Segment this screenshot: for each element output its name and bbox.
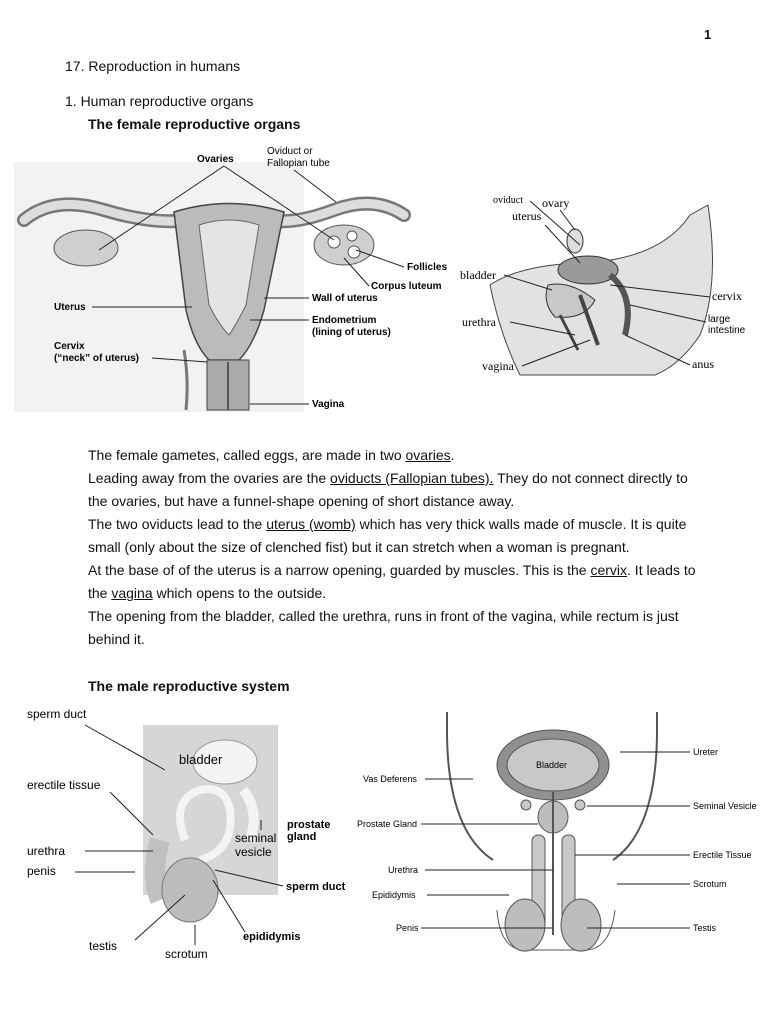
female-heading: The female reproductive organs [88,116,301,132]
paragraph-2: Leading away from the ovaries are the oviducts (Fallopian tubes). They do not connect directly to the ovaries, but have a funnel-shape opening of short distance away. [88,470,688,509]
paragraph-5: The opening from the bladder, called the urethra, runs in front of the vagina, while rectum is just behind it. [88,608,679,647]
label-oviduct-1: Oviduct or [267,146,313,157]
label-epididymis-front: Epididymis [372,890,416,900]
label-vagina: Vagina [312,399,345,410]
label-bladder-male: bladder [179,752,223,767]
label-large-2: intestine [708,325,746,336]
label-anus: anus [692,357,714,371]
label-ureter: Ureter [693,747,719,757]
label-bladder-side: bladder [460,268,496,282]
label-seminal-vesicle: Seminal Vesicle [693,801,757,811]
label-prostate-2: gland [287,831,317,843]
label-testis-front: Testis [693,923,717,933]
label-sperm-duct: sperm duct [27,707,87,721]
label-erectile: erectile tissue [27,778,101,792]
chapter-title: 17. Reproduction in humans [65,58,241,74]
label-penis-front: Penis [396,923,419,933]
label-prostate-1: prostate [287,819,331,831]
label-ovaries: Ovaries [197,154,234,165]
label-urethra-male: urethra [27,844,66,858]
female-side-view-diagram [460,185,760,380]
label-large-1: large [708,314,731,325]
male-heading: The male reproductive system [88,678,290,694]
label-testis-male: testis [89,939,118,953]
paragraph-4: At the base of of the uterus is a narrow opening, guarded by muscles. This is the cervix. It leads to the vagina which opens to the outside. [88,562,696,601]
label-corpus-luteum: Corpus luteum [371,281,442,292]
label-ovary: ovary [542,196,570,210]
label-bladder-front: Bladder [536,760,568,770]
label-vas-deferens: Vas Deferens [363,774,417,784]
label-erectile-tissue: Erectile Tissue [693,850,752,860]
label-urethra-front: Urethra [388,865,419,875]
label-uterus-side: uterus [512,209,542,223]
label-scrotum-male: scrotum [165,947,208,961]
label-cervix-2: (“neck” of uterus) [54,353,140,364]
label-wall: Wall of uterus [312,293,378,304]
paragraph-1: The female gametes, called eggs, are made in two ovaries. [88,447,455,463]
label-cervix-1: Cervix [54,341,85,352]
label-follicles: Follicles [407,262,448,273]
female-organs-diagram [14,140,460,415]
label-oviduct: oviduct [493,195,523,206]
paragraph-3: The two oviducts lead to the uterus (womb) which has very thick walls made of muscle. It is quite small (only about the size of clenched fist) but it can stretch when a woman is pregnant. [88,516,687,555]
label-epididymis-male: epididymis [243,931,301,943]
male-side-view-diagram [25,700,355,968]
section-title: 1. Human reproductive organs [65,93,254,109]
label-prostate-gland: Prostate Gland [357,819,418,829]
label-sperm-duct-2: sperm duct [286,881,346,893]
label-penis-male: penis [27,864,56,878]
label-seminal-1: seminal [235,831,277,845]
male-front-view-diagram [355,710,765,960]
label-cervix-side: cervix [712,289,742,303]
label-endometrium-1: Endometrium [312,315,377,326]
label-endometrium-2: (lining of uterus) [312,327,391,338]
label-vagina-side: vagina [482,359,514,373]
label-urethra-side: urethra [462,315,496,329]
label-uterus: Uterus [54,302,86,313]
label-scrotum-front: Scrotum [693,879,727,889]
label-seminal-2: vesicle [235,845,272,859]
page-number: 1 [704,27,712,42]
label-oviduct-2: Fallopian tube [267,158,330,169]
